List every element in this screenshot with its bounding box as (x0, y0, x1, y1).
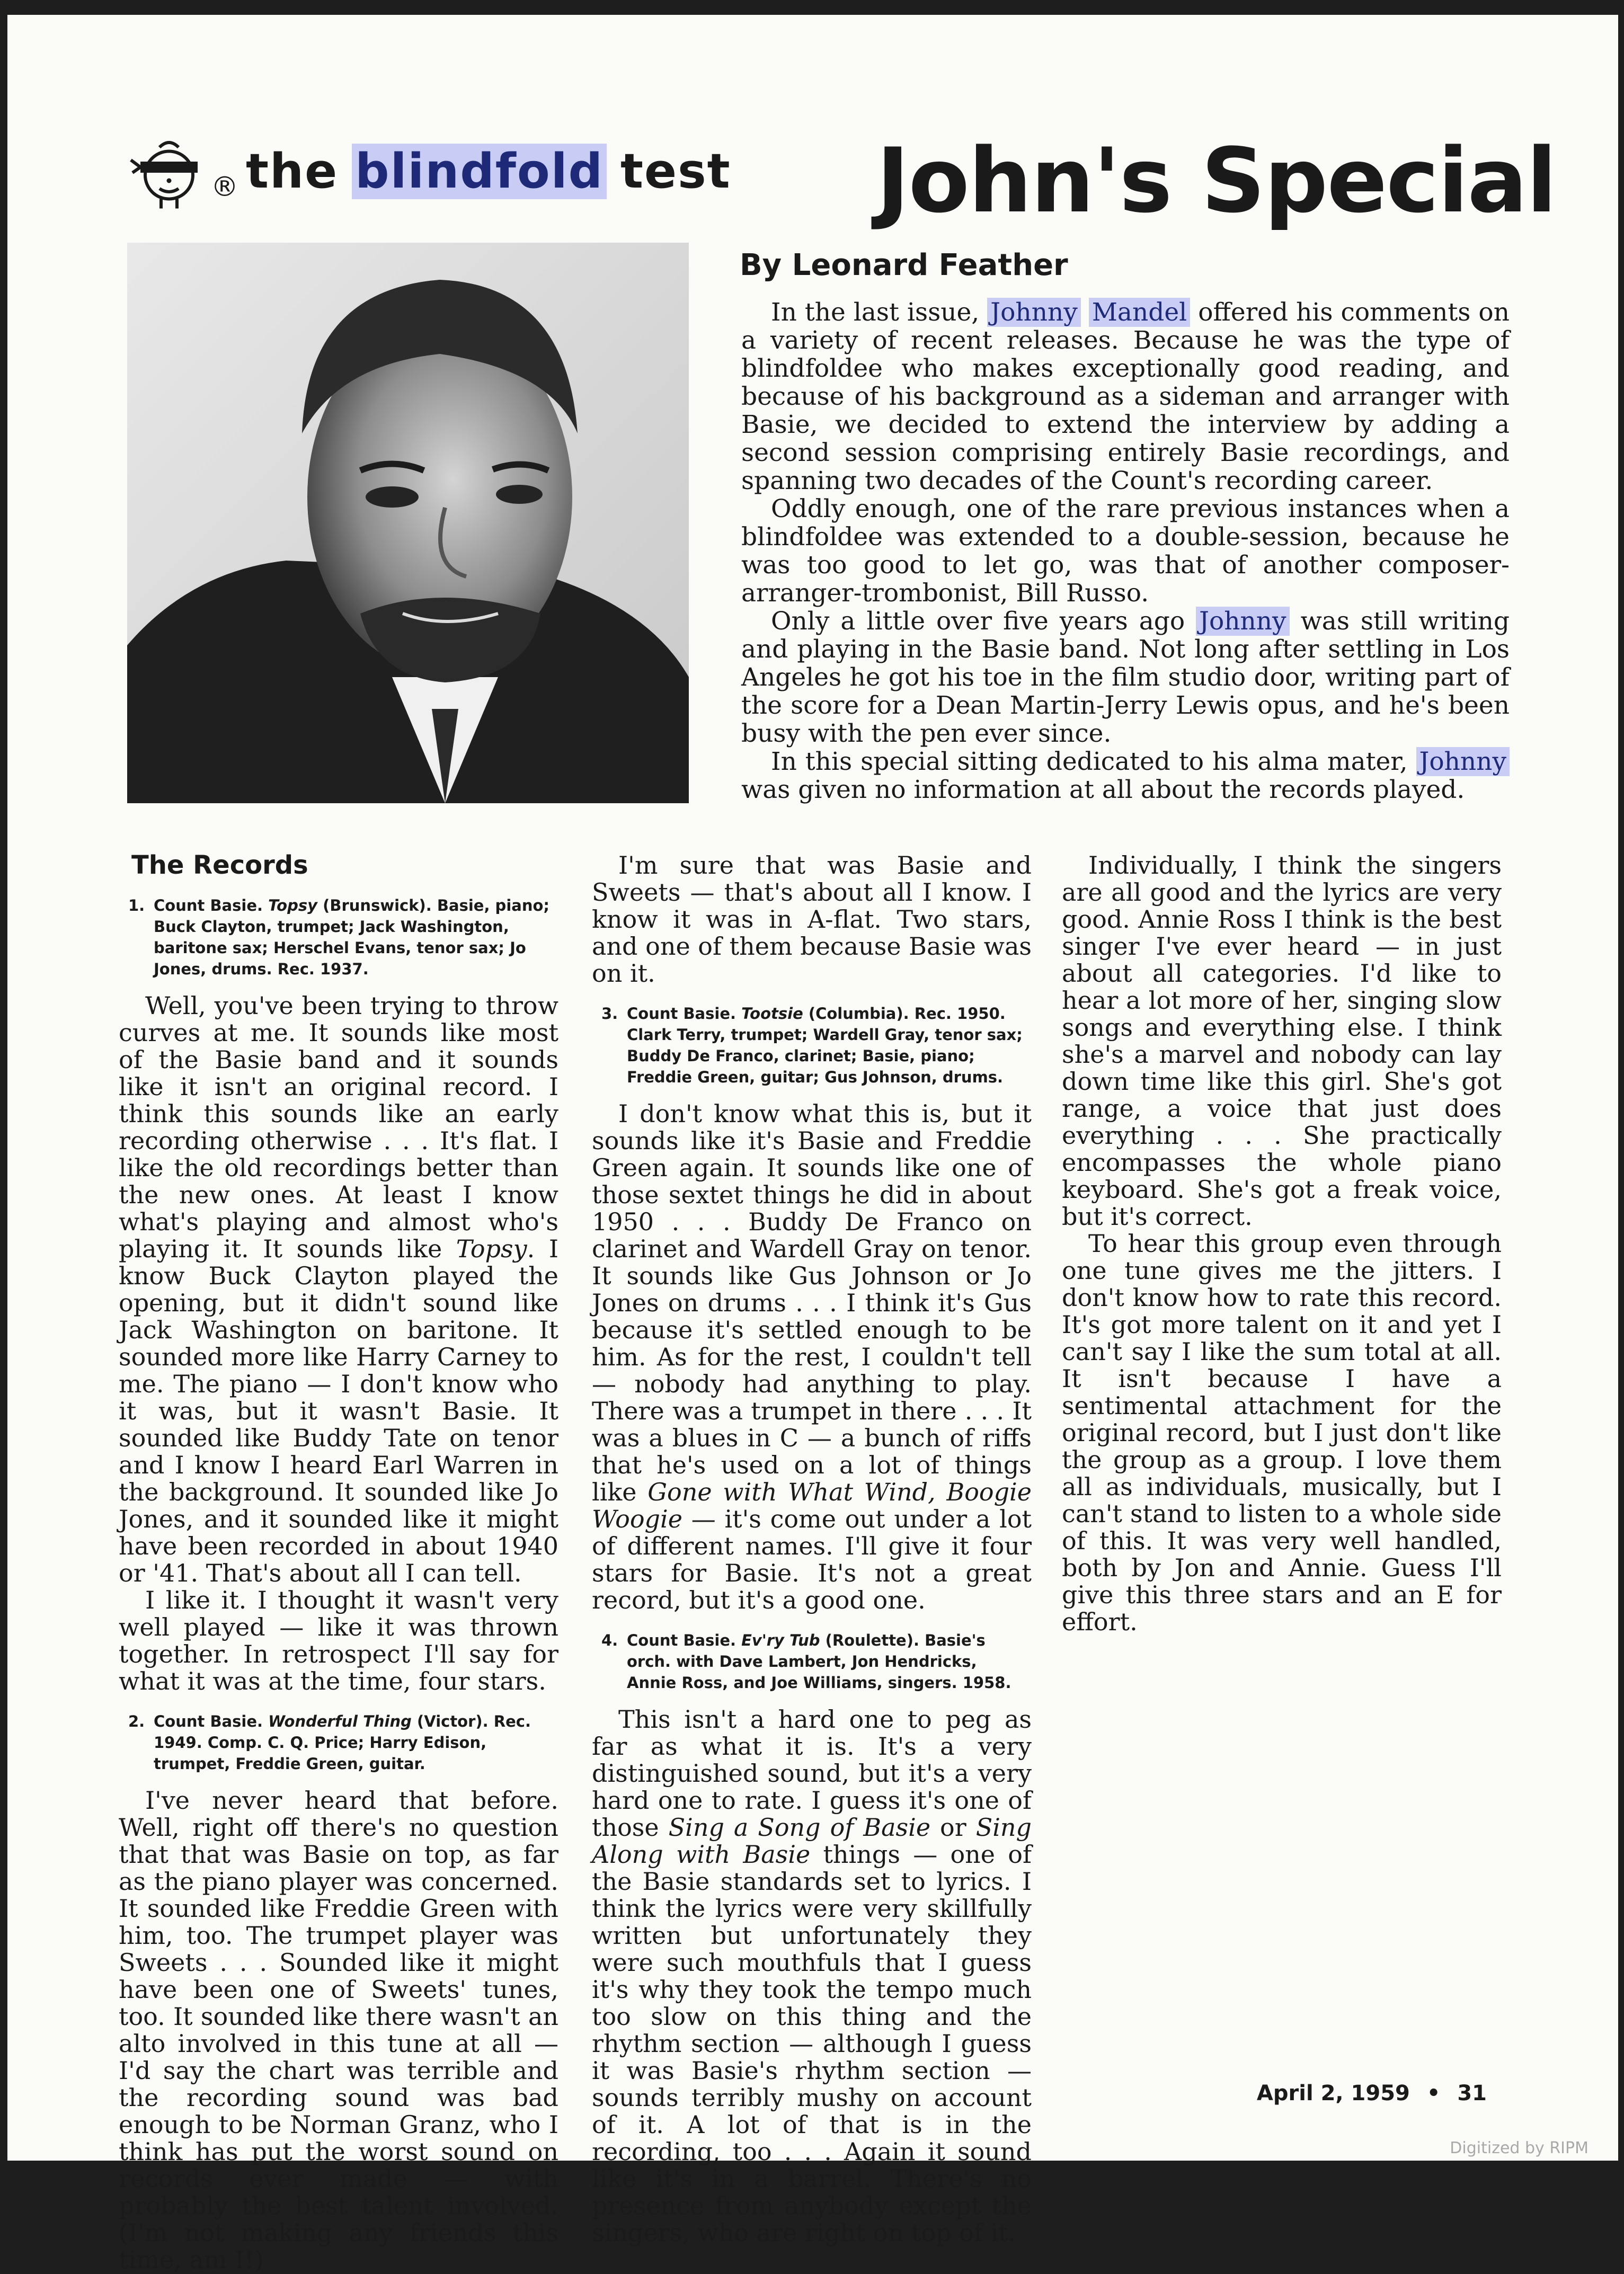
page-footer (1257, 2081, 1487, 2106)
records-section-title: The Records (131, 850, 308, 880)
record-number: 1. (128, 896, 145, 914)
portrait-photo (127, 243, 689, 803)
record-credit (154, 1711, 558, 1774)
comment-paragraph (592, 1706, 1032, 2246)
record-credit (627, 1003, 1032, 1088)
intro-paragraph: Oddly enough, one of the rare previous instances when a blindfoldee was extended to a double-session, because he was too good to let go, was that of another composer-arranger-trombonist, Bill Russo. (741, 494, 1510, 608)
intro-text-run: offered his comments on a variety of recent releases. Because he was the type of blindfoldee who makes exceptionally good reading, and because of his background as a sideman and arranger with Basie, we decided to extend the interview by adding a second session comprising entirely Basie recordings, and spanning two decades of the Count's recording career. (741, 298, 1510, 495)
comment-text: This isn't a hard one to peg as far as what it is. It's a very distinguished sound, but it's a very hard one to rate. I guess it's one of those (592, 1705, 1032, 1842)
comment-paragraph (592, 1100, 1032, 1614)
comment-text: Well, you've been trying to throw curves at me. It sounds like most of the Basie band and it sounds like it isn't an original record. I think this sounds like an early recording otherwise . . . It's flat. I like the old recordings better than the new ones. At least I know what's playing and almost who's playing it. It sounds like (119, 991, 558, 1263)
record-number: 2. (128, 1712, 145, 1730)
intro-text-run: In this special sitting dedicated to his alma mater, (771, 747, 1416, 776)
byline: By Leonard Feather (740, 248, 1068, 282)
comment-text: — it's come out under a lot of different names. I'll give it four stars for Basie. It's not a great record, but it's a good one. (592, 1505, 1032, 1614)
intro-text-run: In the last issue, (771, 298, 988, 327)
intro-text-run (1081, 298, 1089, 327)
comment-text: . I know Buck Clayton played the opening, but it didn't sound like Jack Washington on baritone. It sounded more like Harry Carney to me. The piano — I don't know who it was, but it wasn't Basie. It sounded like Buddy Tate on tenor and I know I heard Earl Warren in the background. It sounded like Jo Jones, and it sounded like it might have been recorded in about 1940 or '41. That's about all I can tell. (119, 1234, 558, 1587)
column-3 (1062, 852, 1502, 1636)
intro-text-run: Only a little over five years ago (771, 607, 1196, 636)
blindfold-face-icon (129, 131, 209, 211)
comment-paragraph: Individually, I think the singers are all good and the lyrics are very good. Annie Ross I think is the best singer I've ever heard — in just about all categories. I'd like to hear a lot more of her, singing slow songs and everything else. I think she's a marvel and nobody can lay down time like this girl. She's got range, a voice that just does everything . . . She practically encompasses the whole piano keyboard. She's got a freak voice, but it's correct. (1062, 851, 1502, 1231)
intro-text-run: was given no information at all about the records played. (741, 775, 1465, 804)
record-title: Topsy (268, 896, 318, 914)
digitized-watermark: Digitized by RIPM (1450, 2139, 1588, 2157)
credit-text: Count Basie. (154, 1712, 269, 1730)
comment-paragraph: To hear this group even through one tune gives me the jitters. I don't know how to rate this record. It's got more talent on it and yet I can't say I like the sum total at all. It isn't because I have a sentimental attachment for the original record, but I just don't like the group as a group. I love them all as individuals, musically, but I can't stand to listen to a whole side of this. It was very well handled, both by Jon and Annie. Guess I'll give this three stars and an E for effort. (1062, 1229, 1502, 1636)
blindfold-test-header (129, 126, 745, 216)
comment-text: or (930, 1813, 976, 1842)
credit-text: (Roulette). Basie's orch. with Dave Lambert, Jon Hendricks, Annie Ross, and Joe Williams, singers. 1958. (627, 1631, 1011, 1692)
record-title: Wonderful Thing (268, 1712, 412, 1730)
intro-text (741, 298, 1510, 804)
highlight-mandel: Mandel (1089, 298, 1190, 327)
magazine-page (7, 15, 1618, 2274)
record-entry-3 (601, 1003, 1032, 1088)
issue-date: April 2, 1959 (1256, 2081, 1410, 2106)
intro-text-run: was still writing and playing in the Basie band. Not long after settling in Los Angeles he got his toe in the film studio door, writing part of the score for a Dean Martin-Jerry Lewis opus, and he's been busy with the pen ever since. (741, 607, 1510, 748)
feature-title-blindfold: blindfold (352, 144, 607, 199)
comment-paragraph: I like it. I thought it wasn't very well played — like it was thrown together. In retrospect I'll say for what it was at the time, four stars. (119, 1586, 558, 1695)
record-number: 3. (601, 1005, 618, 1023)
record-title: Ev'ry Tub (741, 1631, 820, 1649)
credit-text: Count Basie. (627, 1631, 742, 1649)
record-title: Tootsie (741, 1005, 803, 1023)
record-entry-1 (128, 895, 558, 980)
comment-text: I don't know what this is, but it sounds like it's Basie and Freddie Green again. It sounds like one of those sextet things he did in about 1950 . . . Buddy De Franco on clarinet and Wardell Gray on tenor. It sounds like Gus Johnson or Jo Jones on drums . . . I think it's Gus because it's settled enough to be him. As for the rest, I couldn't tell — nobody had anything to play. There was a trumpet in there . . . It was a blues in C — a bunch of riffs that he's used on a lot of things like (592, 1099, 1032, 1506)
song-title: Sing a Song of Basie (668, 1813, 931, 1842)
comment-paragraph: I'm sure that was Basie and Sweets — that's about all I know. I know it was in A-flat. Two stars, and one of them because Basie was on it. (592, 851, 1032, 988)
record-entry-2 (128, 1711, 558, 1774)
highlight-johnny: Johnny (987, 298, 1081, 327)
comment-paragraph: I've never heard that before. Well, right off there's no question that that was Basie on top, as far as the piano player was concerned. It sounded like Freddie Green with him, too. The trumpet player was Sweets . . . Sounded like it might have been one of Sweets' tunes, too. It sounded like there wasn't an alto involved in this tune at all — I'd say the chart was terrible and the recording sound was bad enough to be Norman Granz, who I think has put the worst sound on records ever made — with probably the best talent involved. (I'm not making any friends this time, am I!) (119, 1786, 558, 2274)
column-1 (119, 852, 558, 2273)
registered-mark: ® (211, 171, 238, 203)
highlight-johnny: Johnny (1196, 607, 1290, 636)
song-title: Gone with What Wind, Boogie Woogie (592, 1478, 1032, 1533)
highlight-johnny: Johnny (1416, 747, 1510, 776)
credit-text: (Victor). Rec. 1949. Comp. C. Q. Price; Harry Edison, trumpet, Freddie Green, guitar. (154, 1712, 531, 1773)
record-number: 4. (601, 1631, 618, 1649)
column-2 (592, 852, 1032, 2246)
intro-paragraph (741, 298, 1510, 495)
intro-paragraph (741, 607, 1510, 748)
credit-text: (Brunswick). Basie, piano; Buck Clayton, trumpet; Jack Washington, baritone sax; Herschel Evans, tenor sax; Jo Jones, drums. Rec. 1937. (154, 896, 549, 978)
intro-paragraph (741, 748, 1510, 804)
record-credit (154, 895, 558, 980)
credit-text: (Columbia). Rec. 1950. Clark Terry, trumpet; Wardell Gray, tenor sax; Buddy De Franco, clarinet; Basie, piano; Freddie Green, guitar; Gus Johnson, drums. (627, 1005, 1023, 1086)
feature-title-the: the (246, 143, 339, 199)
credit-text: Count Basie. (154, 896, 269, 914)
record-entry-4 (601, 1630, 1032, 1693)
feature-title-test: test (620, 143, 731, 199)
headline: John's Special (876, 129, 1556, 233)
song-title: Sing Along with Basie (592, 1813, 1032, 1869)
comment-paragraph (119, 992, 558, 1587)
record-credit (627, 1630, 1032, 1693)
comment-text: things — one of the Basie standards set to lyrics. I think the lyrics were very skillfully written but unfortunately they were such mouthfuls that I guess it's why they took the tempo much too slow on this thing and the rhythm section — although I guess it was Basie's rhythm section — sounds terribly mushy on account of it. A lot of that is in the recording, too . . . Again it sound like it's in a barrel. There's no presence from anybody except the singers, who are right on top of it. (592, 1840, 1032, 2247)
credit-text: Count Basie. (627, 1005, 742, 1023)
song-title: Topsy (456, 1234, 527, 1263)
page-number: 31 (1457, 2081, 1487, 2106)
footer-bullet: • (1426, 2081, 1441, 2106)
